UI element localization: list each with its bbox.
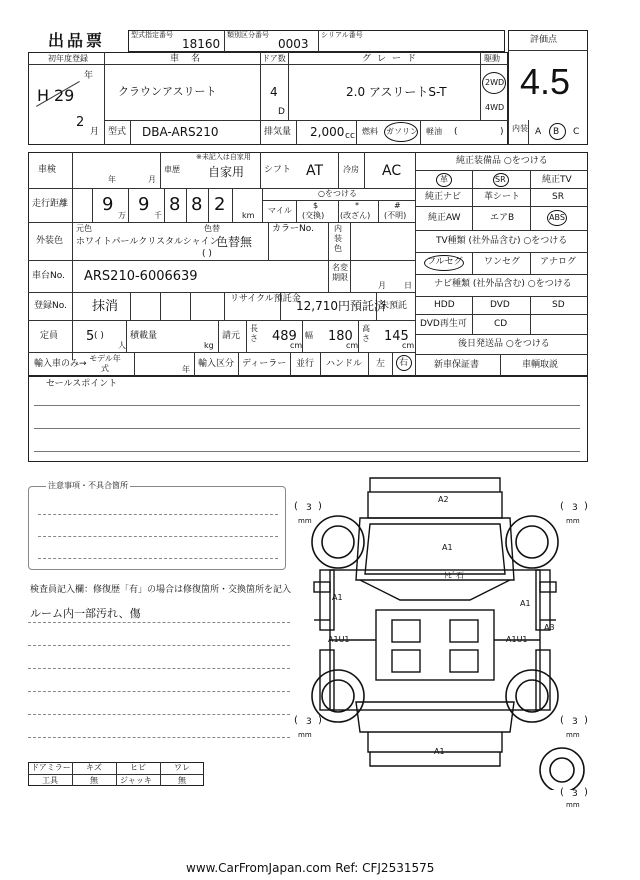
first-reg-era: H bbox=[37, 86, 50, 105]
mileage-opt1-label: (交換) bbox=[302, 211, 325, 220]
width-unit: cm bbox=[346, 341, 359, 350]
docs-1: 新車保証書 bbox=[434, 360, 480, 370]
drive-value: 2WD bbox=[485, 78, 505, 87]
sales-point-label: セールスポイント bbox=[46, 379, 118, 389]
mark-left-door: A1U1 bbox=[328, 635, 350, 644]
navi-r1c3: SD bbox=[552, 300, 565, 310]
color-no-label: カラーNo. bbox=[272, 224, 314, 234]
import-label: 輸入車のみ→ bbox=[34, 359, 87, 369]
handle-left: 左 bbox=[376, 359, 386, 369]
opt-r2c3: SR bbox=[552, 192, 564, 202]
tread-fl-unit: mm bbox=[298, 517, 312, 525]
model-cert-value: 18160 bbox=[182, 37, 221, 51]
length-value: 489 bbox=[272, 329, 297, 344]
length-label: 長さ bbox=[250, 324, 258, 343]
mark-right-quarter: A3 bbox=[544, 623, 555, 632]
docs-header: 後日発送品 ○をつける bbox=[458, 339, 550, 349]
doors-suffix: D bbox=[278, 107, 285, 117]
first-reg-month-unit: 月 bbox=[90, 127, 100, 137]
mark-windshield: ﾄﾋﾞ石 bbox=[444, 571, 464, 580]
recycle-value: 12,710円預託済 bbox=[296, 299, 386, 313]
height-label: 高さ bbox=[362, 324, 370, 343]
class-value: 0003 bbox=[278, 37, 309, 51]
mileage-digit-1: 9 bbox=[102, 194, 114, 215]
caution-title: 注意事項・不具合箇所 bbox=[48, 481, 128, 490]
fuel-label: 燃料 bbox=[362, 127, 378, 136]
outer-color-label: 外装色 bbox=[36, 236, 64, 246]
height-unit: cm bbox=[402, 341, 415, 350]
name-change-label: 名変期限 bbox=[332, 263, 348, 282]
eq-h1: ドアミラー bbox=[31, 763, 71, 772]
navi-r1c2: DVD bbox=[490, 300, 510, 310]
opt-r3c3: ABS bbox=[549, 213, 565, 222]
length-unit: cm bbox=[290, 341, 303, 350]
displacement-label: 排気量 bbox=[264, 127, 292, 137]
capacity-paren: ( ) bbox=[94, 331, 104, 341]
tread-rl-unit: mm bbox=[298, 731, 312, 739]
mark-hood: A1 bbox=[442, 543, 453, 552]
doors-label: ドア数 bbox=[262, 54, 286, 63]
opt-r1c3: 純正TV bbox=[542, 175, 572, 185]
eq-h3: ヒビ bbox=[130, 763, 146, 772]
chassis-value: ARS210-6006639 bbox=[84, 269, 198, 284]
opt-r1c1: 革 bbox=[440, 175, 448, 184]
mileage-digit-5: 2 bbox=[214, 194, 226, 215]
parallel-label: 並行 bbox=[296, 359, 315, 369]
mileage-opt2-label: (改ざん) bbox=[340, 211, 371, 220]
mileage-opt3-label: (不明) bbox=[384, 211, 407, 220]
mark-right-fender: A1 bbox=[520, 599, 531, 608]
inspection-label: 車検 bbox=[38, 165, 57, 175]
mileage-label: 走行距離 bbox=[32, 199, 69, 209]
car-name-value: クラウンアスリート bbox=[118, 85, 217, 98]
car-name-label: 車名 bbox=[170, 54, 213, 64]
eq-r3: ジャッキ bbox=[120, 776, 152, 785]
interior-grade-b: B bbox=[553, 127, 560, 137]
form-title: 出品票 bbox=[48, 31, 106, 50]
displacement-unit: cc bbox=[345, 131, 355, 141]
chassis-label: 車台No. bbox=[32, 271, 65, 281]
mark-rear-bumper: A1 bbox=[434, 747, 445, 756]
model-year-label: モデル年式 bbox=[89, 354, 121, 373]
recycle-unpaid: 未預託 bbox=[380, 301, 408, 311]
navi-header: ナビ種類 (社外品含む) ○をつける bbox=[434, 279, 572, 289]
first-reg-month: 2 bbox=[76, 115, 85, 130]
rating-value: 4.5 bbox=[520, 61, 571, 102]
shift-value: AT bbox=[306, 163, 324, 179]
doors-value: 4 bbox=[270, 85, 278, 99]
fuel-value: ガソリン bbox=[386, 127, 418, 136]
displacement-value: 2,000 bbox=[310, 125, 345, 139]
tread-spare-unit: mm bbox=[566, 801, 580, 809]
aircon-value: AC bbox=[382, 163, 402, 179]
grade-label: グレード bbox=[362, 54, 423, 64]
equip-header: 純正装備品 ○をつける bbox=[456, 156, 548, 166]
mileage-circle-note: ○をつける bbox=[318, 189, 357, 198]
tread-rl: 3 bbox=[306, 717, 312, 727]
serial-label: シリアル番号 bbox=[321, 31, 363, 39]
mileage-mile: マイル bbox=[268, 206, 292, 215]
interior-grade-c: C bbox=[573, 127, 580, 137]
model-year-unit: 年 bbox=[182, 365, 190, 374]
name-change-day: 日 bbox=[404, 281, 412, 290]
light-oil-value: ( bbox=[454, 127, 458, 137]
inspector-text: ルーム内一部汚れ、傷 bbox=[30, 607, 141, 620]
history-value: 自家用 bbox=[208, 165, 245, 179]
load-label: 積載量 bbox=[130, 331, 158, 341]
aircon-label: 冷房 bbox=[343, 165, 359, 174]
mark-right-door: A1U1 bbox=[506, 635, 528, 644]
height-value: 145 bbox=[384, 329, 409, 344]
light-oil-label: 軽油 bbox=[426, 127, 442, 136]
mark-front-bumper: A2 bbox=[438, 495, 449, 504]
original-color-value: ホワイトパールクリスタルシャイン bbox=[76, 237, 219, 247]
navi-r2c1: DVD再生可 bbox=[420, 319, 467, 329]
drive-alt: 4WD bbox=[485, 103, 505, 112]
first-reg-year: 29 bbox=[54, 86, 75, 105]
footer-watermark: www.CarFromJapan.com Ref: CFJ2531575 bbox=[186, 861, 435, 875]
opt-r3c1: 純正AW bbox=[428, 213, 461, 223]
history-label: 車歴 bbox=[164, 165, 180, 174]
eq-r2: 無 bbox=[90, 776, 98, 785]
class-label: 類別区分番号 bbox=[227, 31, 269, 39]
eq-h2: キズ bbox=[86, 763, 102, 772]
docs-2: 車輌取説 bbox=[522, 360, 559, 370]
eq-r4: 無 bbox=[178, 776, 186, 785]
grade-value: 2.0 アスリートS-T bbox=[346, 85, 447, 99]
color-change-paren: ( ) bbox=[202, 249, 212, 259]
handle-label: ハンドル bbox=[326, 359, 363, 369]
opt-r1c2: SR bbox=[495, 175, 506, 184]
mileage-digit-4: 8 bbox=[191, 194, 203, 215]
opt-r3c2: エアB bbox=[490, 213, 515, 223]
mileage-opt1-sym: $ bbox=[313, 201, 319, 210]
mileage-opt3-sym: # bbox=[394, 201, 401, 210]
tread-rr: 3 bbox=[572, 717, 578, 727]
mileage-unit-sen: 千 bbox=[154, 211, 162, 220]
mileage-digit-2: 9 bbox=[138, 194, 150, 215]
registration-label: 登録No. bbox=[34, 301, 67, 311]
mileage-unit-man: 万 bbox=[118, 211, 126, 220]
car-diagram bbox=[300, 470, 600, 790]
model-cert-label: 型式指定番号 bbox=[131, 31, 173, 39]
registration-value: 抹消 bbox=[92, 299, 119, 314]
capacity-unit: 人 bbox=[118, 341, 126, 350]
request-label: 請元 bbox=[222, 331, 241, 341]
tv-2: ワンセグ bbox=[484, 257, 521, 267]
interior-color-label: 内装色 bbox=[334, 224, 342, 253]
model-type-label: 型式 bbox=[108, 127, 127, 137]
dealer-label: ディーラー bbox=[242, 359, 287, 369]
name-change-month: 月 bbox=[378, 281, 386, 290]
color-change-label: 色替 bbox=[204, 224, 220, 233]
tread-rr-unit: mm bbox=[566, 731, 580, 739]
tread-fr-unit: mm bbox=[566, 517, 580, 525]
inspection-year-unit: 年 bbox=[108, 175, 116, 184]
first-reg-label: 初年度登録 bbox=[48, 54, 88, 63]
opt-r2c2: 革シート bbox=[484, 192, 521, 202]
first-reg-year-unit: 年 bbox=[84, 71, 94, 81]
rating-label: 評価点 bbox=[530, 35, 558, 45]
tread-fl: 3 bbox=[306, 503, 312, 513]
opt-r2c1: 純正ナビ bbox=[425, 192, 462, 202]
mileage-opt2-sym: * bbox=[355, 201, 359, 210]
tv-1: フルセグ bbox=[427, 257, 463, 267]
interior-label: 内装 bbox=[512, 124, 528, 133]
width-value: 180 bbox=[328, 329, 353, 344]
tread-fr: 3 bbox=[572, 503, 578, 513]
capacity-label: 定員 bbox=[40, 331, 59, 341]
original-color-label: 元色 bbox=[76, 224, 92, 233]
drive-label: 駆動 bbox=[484, 54, 500, 63]
tv-3: アナログ bbox=[540, 257, 577, 267]
inspector-title: 検査員記入欄：修復歴「有」の場合は修復箇所・交換箇所を記入 bbox=[30, 585, 292, 595]
tread-spare: 3 bbox=[572, 789, 578, 799]
recycle-label: リサイクル預託金 bbox=[230, 294, 301, 304]
import-div-label: 輸入区分 bbox=[198, 359, 235, 369]
model-type-value: DBA-ARS210 bbox=[142, 125, 219, 139]
tv-header: TV種類 (社外品含む) ○をつける bbox=[436, 236, 568, 246]
navi-r2c2: CD bbox=[494, 319, 508, 329]
color-change-value: 色替無 bbox=[216, 235, 253, 249]
navi-r1c1: HDD bbox=[434, 300, 455, 310]
interior-grade-a: A bbox=[535, 127, 542, 137]
mark-left-fender: A1 bbox=[332, 593, 343, 602]
handle-right: 右 bbox=[399, 358, 409, 368]
mileage-digit-3: 8 bbox=[169, 194, 181, 215]
eq-r1: 工具 bbox=[42, 776, 58, 785]
shift-label: シフト bbox=[264, 165, 292, 175]
load-unit: kg bbox=[204, 341, 214, 350]
history-note: ※未記入は自家用 bbox=[196, 153, 251, 161]
inspection-month-unit: 月 bbox=[148, 175, 156, 184]
mileage-unit-km: km bbox=[242, 211, 255, 220]
capacity-value: 5 bbox=[86, 329, 95, 344]
width-label: 幅 bbox=[305, 331, 313, 340]
eq-h4: ワレ bbox=[174, 763, 190, 772]
